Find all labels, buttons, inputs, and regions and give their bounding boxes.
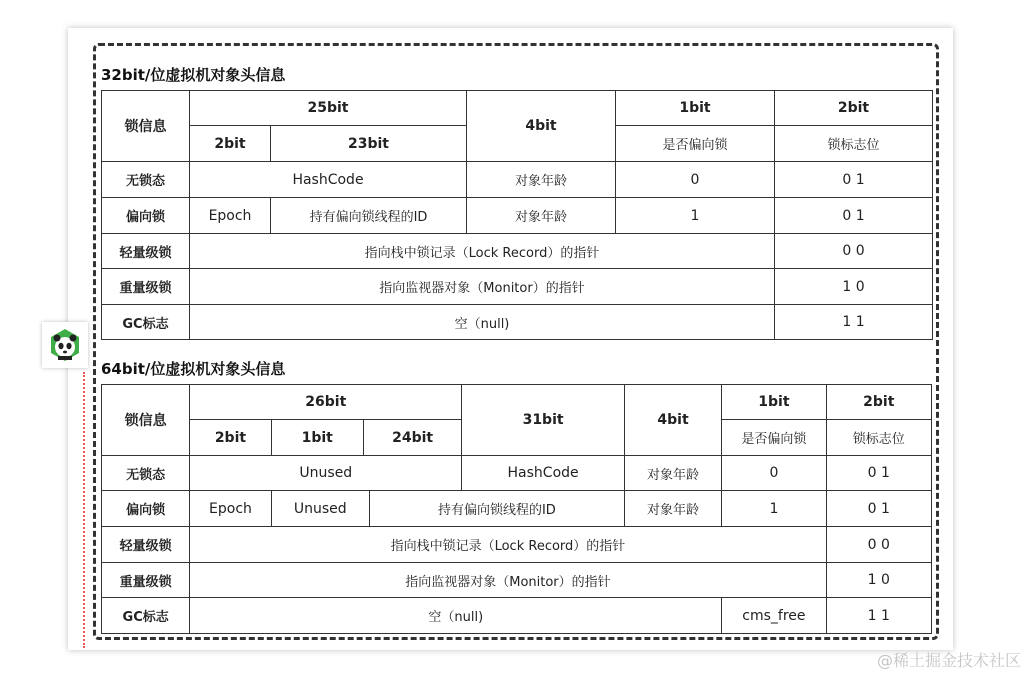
header-4bit: 4bit: [624, 385, 721, 456]
subheader-biased-flag: 是否偏向锁: [616, 126, 775, 162]
cell-monitor-pointer: 指向监视器对象（Monitor）的指针: [190, 563, 826, 598]
cell-flag: 0 0: [826, 527, 931, 563]
table-row: [102, 598, 932, 634]
cell-lock-record-pointer: 指向栈中锁记录（Lock Record）的指针: [190, 527, 826, 563]
panda-avatar-badge[interactable]: [42, 322, 88, 368]
row-label: 偏向锁: [102, 491, 190, 527]
cell-thread-id: 持有偏向锁线程的ID: [271, 198, 467, 234]
cell-biased: 1: [616, 198, 775, 234]
row-label: 无锁态: [102, 456, 190, 491]
cell-flag: 1 1: [775, 305, 933, 340]
cell-flag: 1 1: [826, 598, 931, 634]
table64-title: 64bit/位虚拟机对象头信息: [101, 360, 286, 378]
cell-monitor-pointer: 指向监视器对象（Monitor）的指针: [190, 269, 775, 305]
header-2bit: 2bit: [826, 385, 931, 420]
header-31bit: 31bit: [462, 385, 625, 456]
cell-lock-record-pointer: 指向栈中锁记录（Lock Record）的指针: [190, 234, 775, 269]
subheader-lock-flag: 锁标志位: [826, 420, 931, 456]
table64: [101, 384, 932, 634]
table-row: [102, 162, 933, 198]
table-row: [102, 456, 932, 491]
subheader-biased-flag: 是否偏向锁: [722, 420, 826, 456]
cell-flag: 0 1: [826, 456, 931, 491]
cell-biased: 0: [722, 456, 826, 491]
header-1bit: 1bit: [616, 91, 775, 126]
subheader-1bit: 1bit: [271, 420, 363, 456]
cell-null: 空（null): [190, 305, 775, 340]
subheader-24bit: 24bit: [363, 420, 461, 456]
cell-age: 对象年龄: [624, 456, 721, 491]
cell-flag: 0 1: [775, 198, 933, 234]
header-25bit: 25bit: [190, 91, 467, 126]
row-label: 重量级锁: [102, 269, 190, 305]
row-label: 轻量级锁: [102, 234, 190, 269]
table-row: [102, 527, 932, 563]
table-row: [102, 491, 932, 527]
table-row: [102, 305, 933, 340]
panda-icon: [48, 328, 82, 362]
row-label: 偏向锁: [102, 198, 190, 234]
lock-info-header: 锁信息: [102, 91, 190, 162]
header-2bit: 2bit: [775, 91, 933, 126]
cell-flag: 0 1: [826, 491, 931, 527]
cell-age: 对象年龄: [467, 162, 616, 198]
subheader-2bit: 2bit: [190, 420, 271, 456]
cell-age: 对象年龄: [624, 491, 721, 527]
red-dotted-line: [83, 372, 85, 648]
row-label: GC标志: [102, 305, 190, 340]
cell-cms-free: cms_free: [722, 598, 826, 634]
cell-unused: Unused: [190, 456, 462, 491]
cell-hashcode: HashCode: [462, 456, 625, 491]
cell-flag: 1 0: [775, 269, 933, 305]
header-26bit: 26bit: [190, 385, 462, 420]
cell-thread-id: 持有偏向锁线程的ID: [369, 491, 624, 527]
subheader-lock-flag: 锁标志位: [775, 126, 933, 162]
cell-epoch: Epoch: [190, 491, 271, 527]
cell-null: 空（null): [190, 598, 722, 634]
lock-info-header: 锁信息: [102, 385, 190, 456]
table-row: [102, 563, 932, 598]
header-1bit: 1bit: [722, 385, 826, 420]
cell-flag: 0 1: [775, 162, 933, 198]
table-row: [102, 269, 933, 305]
table-row: [102, 234, 933, 269]
row-label: 重量级锁: [102, 563, 190, 598]
table32: [101, 90, 933, 340]
cell-epoch: Epoch: [190, 198, 271, 234]
subheader-23bit: 23bit: [271, 126, 467, 162]
header-4bit: 4bit: [467, 91, 616, 162]
row-label: 轻量级锁: [102, 527, 190, 563]
watermark: @稀土掘金技术社区: [876, 651, 1021, 670]
cell-unused: Unused: [271, 491, 369, 527]
table32-title: 32bit/位虚拟机对象头信息: [101, 66, 286, 84]
table-row: [102, 198, 933, 234]
row-label: 无锁态: [102, 162, 190, 198]
subheader-2bit: 2bit: [190, 126, 271, 162]
cell-hashcode: HashCode: [190, 162, 467, 198]
cell-biased: 0: [616, 162, 775, 198]
row-label: GC标志: [102, 598, 190, 634]
cell-flag: 0 0: [775, 234, 933, 269]
cell-age: 对象年龄: [467, 198, 616, 234]
cell-flag: 1 0: [826, 563, 931, 598]
cell-biased: 1: [722, 491, 826, 527]
